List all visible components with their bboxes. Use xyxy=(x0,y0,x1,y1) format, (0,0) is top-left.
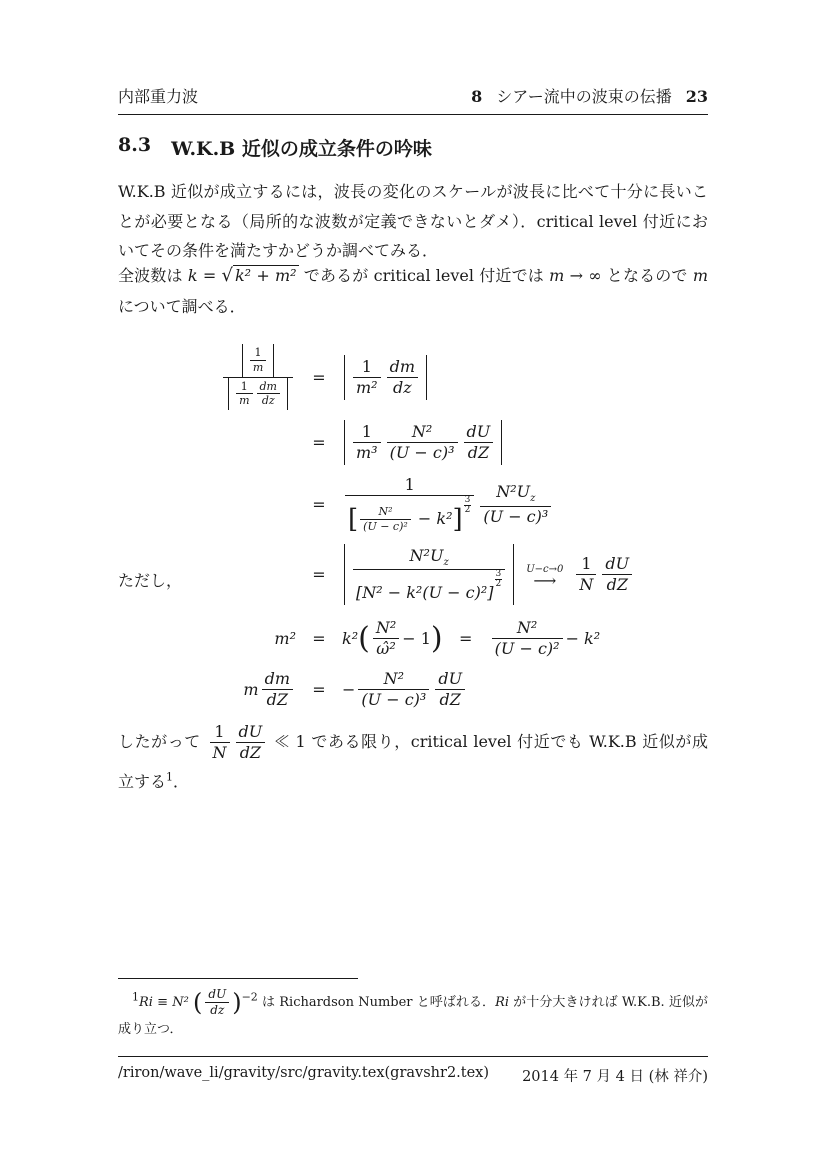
footnote-reference: 1 xyxy=(166,770,174,784)
den: dZ xyxy=(266,690,288,709)
left-paren: ( xyxy=(193,988,203,1017)
num xyxy=(480,482,551,507)
eq1-row-3 xyxy=(118,475,708,534)
num: dU xyxy=(435,669,465,690)
num: 1 xyxy=(210,722,230,743)
frac-dU-dZ xyxy=(464,422,494,463)
frac-dm-dz xyxy=(257,380,280,409)
exp-num: 3 xyxy=(464,495,471,505)
left-bracket: [ xyxy=(348,504,359,535)
sub-z: z xyxy=(530,493,536,505)
section-number: 8.3 xyxy=(118,134,152,156)
eq2-row1-rhs xyxy=(342,618,600,659)
minus-k2: − k² xyxy=(565,629,601,648)
abs-1-over-m xyxy=(242,344,274,377)
footnote-rule xyxy=(118,978,358,979)
frac-N2-Umc2 xyxy=(492,618,563,659)
den: N xyxy=(579,575,594,595)
num: dU xyxy=(602,554,632,575)
frac-1-m2 xyxy=(353,357,381,398)
abs-group xyxy=(344,355,427,400)
num: N² xyxy=(492,618,563,639)
frac-dU-dz xyxy=(205,987,229,1018)
num: dU xyxy=(464,422,494,443)
den xyxy=(345,496,474,534)
limit-label: U−c→0 xyxy=(526,563,564,575)
den: dZ xyxy=(606,575,628,595)
p3-text-2: ≪ 1 である限り，critical level 付近でも W.K.B 近似が成立する xyxy=(118,732,708,791)
bracket-expr: [N² − k²(U − c)²] xyxy=(356,583,494,603)
p2-text-3: となるので xyxy=(601,266,693,285)
abs-group xyxy=(344,420,502,465)
den: (U − c)³ xyxy=(361,690,427,709)
frac-bracket-power xyxy=(345,475,474,534)
arrow-glyph: ⟶ xyxy=(533,570,557,590)
frac-1-m xyxy=(250,346,266,375)
header-section-number: 8 xyxy=(471,87,483,106)
den: dZ xyxy=(467,443,490,462)
equals-sign: = xyxy=(312,565,326,585)
frac-dU-dZ xyxy=(236,722,266,763)
equals-sign: = xyxy=(312,629,326,648)
num: 1 xyxy=(236,380,252,395)
N-squared: N² xyxy=(172,995,189,1010)
num: N² xyxy=(373,618,399,639)
eq1-row-2 xyxy=(118,420,708,465)
k-squared: k² xyxy=(342,629,359,648)
equals-sign: = xyxy=(312,433,326,452)
frac-dm-dz xyxy=(387,357,418,398)
frac-1-N xyxy=(210,722,230,763)
math-equals: = xyxy=(202,266,217,285)
den: dz xyxy=(210,1003,225,1017)
ratio-numerator xyxy=(223,344,293,378)
right-paren: ) xyxy=(430,620,443,656)
den: ω̂² xyxy=(376,639,396,658)
frac-N2Uz-Umc3 xyxy=(480,482,551,527)
eq2-row2-rhs xyxy=(342,669,468,710)
section-title: W.K.B 近似の成立条件の吟味 xyxy=(171,138,432,160)
math-arrow: → xyxy=(569,266,583,285)
den: dz xyxy=(392,377,412,397)
eq2-row1-lhs: m² xyxy=(274,629,296,648)
page-footer xyxy=(118,1056,708,1086)
math-infinity: ∞ xyxy=(588,266,602,285)
den: N xyxy=(212,743,227,762)
exponent-3-2 xyxy=(464,496,472,515)
den: (U − c)² xyxy=(494,639,560,658)
num: N² xyxy=(358,669,429,690)
footer-date-author: 2014 年 7 月 4 日 (林 祥介) xyxy=(522,1069,708,1085)
footnote-marker: 1 xyxy=(132,990,139,1004)
den: m xyxy=(252,360,264,374)
den: dz xyxy=(261,394,275,408)
eq1-row1-lhs xyxy=(118,344,296,410)
left-paren: ( xyxy=(358,620,370,656)
equation-block-2 xyxy=(118,608,708,720)
footer-file-path: /riron/wave_li/gravity/src/gravity.tex(gravshr2.tex) xyxy=(118,1065,490,1081)
p2-text-1: 全波数は xyxy=(118,266,188,285)
equals-sign-2: = xyxy=(458,629,473,648)
equiv-sign: ≡ xyxy=(152,995,173,1010)
footnote xyxy=(118,978,708,1043)
header-right xyxy=(471,84,708,107)
m-var: m xyxy=(243,680,259,699)
paragraph-wavenumber xyxy=(118,259,708,322)
ratio-denominator xyxy=(223,378,293,411)
num: dm xyxy=(262,669,293,690)
eq1-row1-rhs xyxy=(342,355,429,400)
section-heading xyxy=(118,134,708,161)
frac-1-m3 xyxy=(353,422,381,463)
ratio-fraction xyxy=(223,344,293,410)
eq2-row-1 xyxy=(118,618,708,659)
den: (U − c)³ xyxy=(389,443,455,462)
paragraph-tadashi: ただし， xyxy=(118,571,183,590)
header-left-title: 内部重力波 xyxy=(118,87,199,106)
den: m xyxy=(239,394,250,408)
paragraph-intro: W.K.B 近似が成立するには，波長の変化のスケールが波長に比べて十分に長いことが必要となる（局所的な波数が定義できないとダメ）．critical level 付近においてその条件を満たすかどうか調べてみる． xyxy=(118,182,708,261)
frac-N2-Umc3 xyxy=(387,422,458,463)
den: m² xyxy=(356,377,378,397)
p2-text-4: について調べる． xyxy=(118,297,246,317)
equals-sign: = xyxy=(312,680,326,699)
minus-one: − 1 xyxy=(402,629,431,648)
footnote-indent xyxy=(118,990,139,1010)
math-k: k xyxy=(187,266,198,285)
abs-1-m-dmdz xyxy=(228,378,288,411)
frac-N2-Umc2 xyxy=(360,505,411,534)
sqrt-argument: k² + m² xyxy=(234,266,297,285)
equals-sign: = xyxy=(312,494,326,514)
den: (U − c)³ xyxy=(483,506,549,526)
minus-k2: − k² xyxy=(412,509,453,528)
Ri-var: Ri xyxy=(139,995,153,1010)
num: dU xyxy=(236,722,266,743)
frac-N2-omega2 xyxy=(373,618,399,659)
num: dm xyxy=(387,357,418,378)
p3-text-3: ． xyxy=(173,772,190,791)
p3-text-1: したがって xyxy=(118,732,207,751)
num: N² xyxy=(360,505,411,520)
minus-sign: − xyxy=(342,680,356,699)
den: dZ xyxy=(439,690,461,709)
footnote-body xyxy=(118,987,708,1043)
num: 1 xyxy=(250,346,266,361)
exponent-minus-2: −2 xyxy=(241,990,258,1004)
right-bracket: ] xyxy=(452,504,463,535)
num: 1 xyxy=(353,422,381,443)
num: 1 xyxy=(353,357,381,378)
eq2-row2-lhs xyxy=(118,669,296,710)
header-section-title: シアー流中の波束の伝播 xyxy=(496,87,672,106)
exp-den: 2 xyxy=(495,579,502,590)
N2U: N²U xyxy=(496,482,531,502)
footnote-text-2: が十分大きければ W.K.B. 近似が成り立つ． xyxy=(118,995,708,1037)
page-header xyxy=(118,84,708,115)
num: dm xyxy=(257,380,280,395)
exp-num: 3 xyxy=(495,569,502,580)
frac-dm-dZ xyxy=(262,669,293,710)
num: N² xyxy=(387,422,458,443)
eq1-row-1 xyxy=(118,344,708,410)
math-m: m xyxy=(549,266,565,285)
eq2-row-2 xyxy=(118,669,708,710)
eq1-row3-rhs xyxy=(342,475,554,534)
num: dU xyxy=(205,987,229,1003)
eq1-row2-rhs xyxy=(342,420,504,465)
exp-den: 2 xyxy=(464,505,471,515)
N2U: N²U xyxy=(409,545,444,565)
paragraph-conclusion xyxy=(118,722,708,801)
math-m-2: m xyxy=(692,266,708,285)
right-paren: ) xyxy=(232,988,242,1017)
Ri-var-2: Ri xyxy=(495,995,510,1010)
den: (U − c)² xyxy=(363,520,408,533)
sub-z: z xyxy=(443,556,449,568)
den: dZ xyxy=(239,743,262,762)
num: 1 xyxy=(576,554,596,575)
p2-text-2: であるが critical level 付近では xyxy=(298,266,550,285)
sqrt-symbol: √ xyxy=(221,265,233,286)
header-page-number: 23 xyxy=(685,87,708,106)
frac-1-m xyxy=(236,380,252,409)
frac-dU-dZ xyxy=(435,669,465,710)
frac-N2-Umc3 xyxy=(358,669,429,710)
footnote-text-1: は Richardson Number と呼ばれる． xyxy=(257,995,496,1010)
num: 1 xyxy=(345,475,474,496)
equals-sign: = xyxy=(312,367,326,387)
den: m³ xyxy=(356,443,378,462)
